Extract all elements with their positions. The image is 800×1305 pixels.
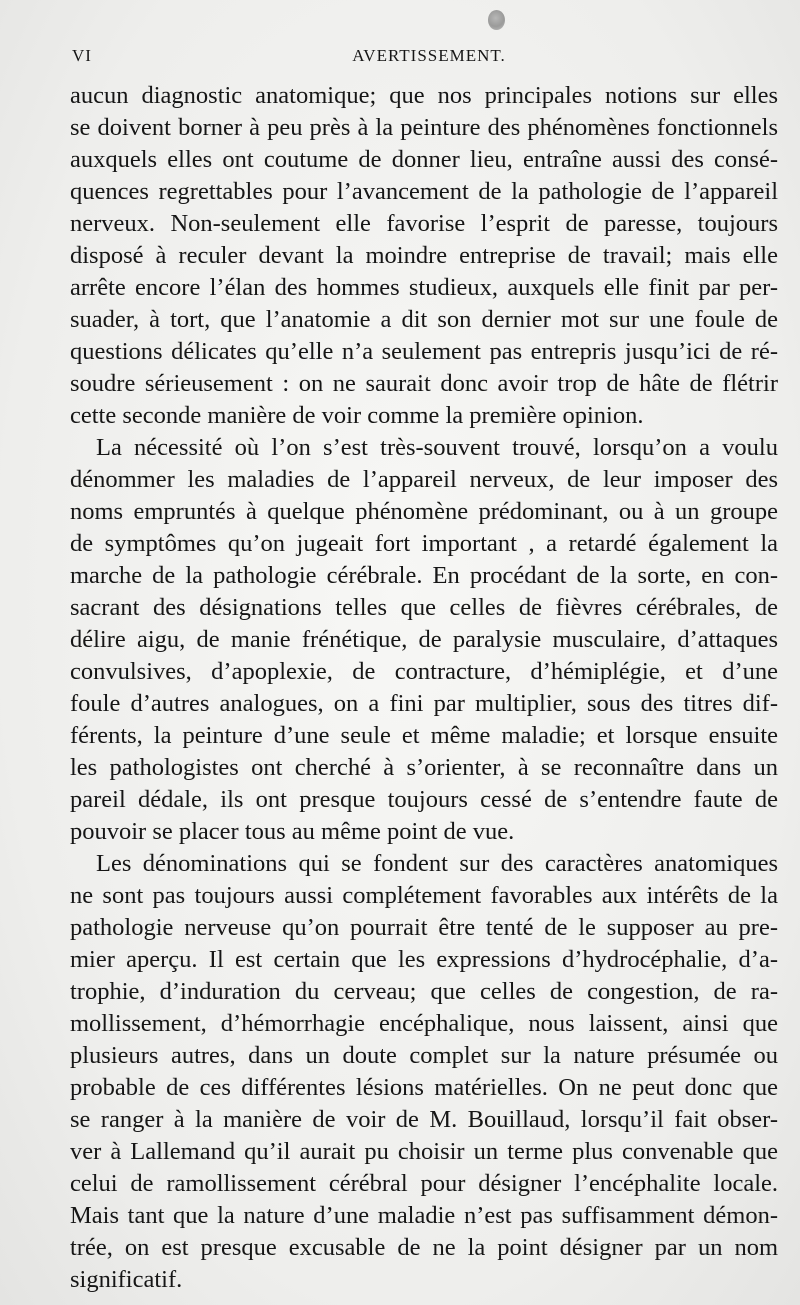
- text-line: noms empruntés à quelque phénomène prédominant, ou à un groupe: [70, 498, 778, 525]
- text-line: celui de ramollissement cérébral pour désigner l’encéphalite locale.: [70, 1170, 778, 1197]
- body-text: [70, 80, 778, 1296]
- text-line: plusieurs autres, dans un doute complet sur la nature présumée ou: [70, 1042, 778, 1069]
- text-line: foule d’autres analogues, on a fini par multiplier, sous des titres dif-: [70, 690, 778, 717]
- text-line: de symptômes qu’on jugeait fort important , a retardé également la: [70, 530, 778, 557]
- text-line: questions délicates qu’elle n’a seulement pas entrepris jusqu’ici de ré-: [70, 338, 778, 365]
- text-line: Mais tant que la nature d’une maladie n’est pas suffisamment démon-: [70, 1202, 778, 1229]
- text-line: se doivent borner à peu près à la peinture des phénomènes fonctionnels: [70, 114, 778, 141]
- page-header: [72, 46, 776, 70]
- running-title: AVERTISSEMENT.: [352, 46, 506, 65]
- text-line: arrête encore l’élan des hommes studieux, auxquels elle finit par per-: [70, 274, 778, 301]
- text-line: délire aigu, de manie frénétique, de paralysie musculaire, d’attaques: [70, 626, 778, 653]
- text-line: disposé à reculer devant la moindre entreprise de travail; mais elle: [70, 242, 778, 269]
- text-line: ver à Lallemand qu’il aurait pu choisir un terme plus convenable que: [70, 1138, 778, 1165]
- text-line: aucun diagnostic anatomique; que nos principales notions sur elles: [70, 82, 778, 109]
- text-line: Les dénominations qui se fondent sur des caractères anatomiques: [96, 850, 778, 877]
- text-line: ne sont pas toujours aussi complétement favorables aux intérêts de la: [70, 882, 778, 909]
- text-line: pathologie nerveuse qu’on pourrait être tenté de le supposer au pre-: [70, 914, 778, 941]
- text-line: pareil dédale, ils ont presque toujours cessé de s’entendre faute de: [70, 786, 778, 813]
- text-line: marche de la pathologie cérébrale. En procédant de la sorte, en con-: [70, 562, 778, 589]
- text-line: sacrant des désignations telles que celles de fièvres cérébrales, de: [70, 594, 778, 621]
- text-line: significatif.: [70, 1266, 183, 1293]
- text-line: convulsives, d’apoplexie, de contracture, d’hémiplégie, et d’une: [70, 658, 778, 685]
- text-line: La nécessité où l’on s’est très-souvent trouvé, lorsqu’on a voulu: [96, 434, 778, 461]
- text-line: les pathologistes ont cherché à s’orienter, à se reconnaître dans un: [70, 754, 778, 781]
- text-line: dénommer les maladies de l’appareil nerveux, de leur imposer des: [70, 466, 778, 493]
- text-line: quences regrettables pour l’avancement de la pathologie de l’appareil: [70, 178, 778, 205]
- text-line: férents, la peinture d’une seule et même maladie; et lorsque ensuite: [70, 722, 778, 749]
- text-line: mier aperçu. Il est certain que les expressions d’hydrocéphalie, d’a-: [70, 946, 778, 973]
- text-line: cette seconde manière de voir comme la première opinion.: [70, 402, 644, 429]
- text-line: se ranger à la manière de voir de M. Bouillaud, lorsqu’il fait obser-: [70, 1106, 778, 1133]
- text-line: soudre sérieusement : on ne saurait donc avoir trop de hâte de flétrir: [70, 370, 778, 397]
- text-line: suader, à tort, que l’anatomie a dit son dernier mot sur une foule de: [70, 306, 778, 333]
- ink-blot: [488, 10, 505, 30]
- text-line: pouvoir se placer tous au même point de vue.: [70, 818, 515, 845]
- text-line: nerveux. Non-seulement elle favorise l’esprit de paresse, toujours: [70, 210, 778, 237]
- text-line: mollissement, d’hémorrhagie encéphalique, nous laissent, ainsi que: [70, 1010, 778, 1037]
- text-line: trée, on est presque excusable de ne la point désigner par un nom: [70, 1234, 778, 1261]
- text-line: auxquels elles ont coutume de donner lieu, entraîne aussi des consé-: [70, 146, 778, 173]
- text-line: trophie, d’induration du cerveau; que celles de congestion, de ra-: [70, 978, 778, 1005]
- text-line: probable de ces différentes lésions matérielles. On ne peut donc que: [70, 1074, 778, 1101]
- page-number: VI: [72, 46, 92, 65]
